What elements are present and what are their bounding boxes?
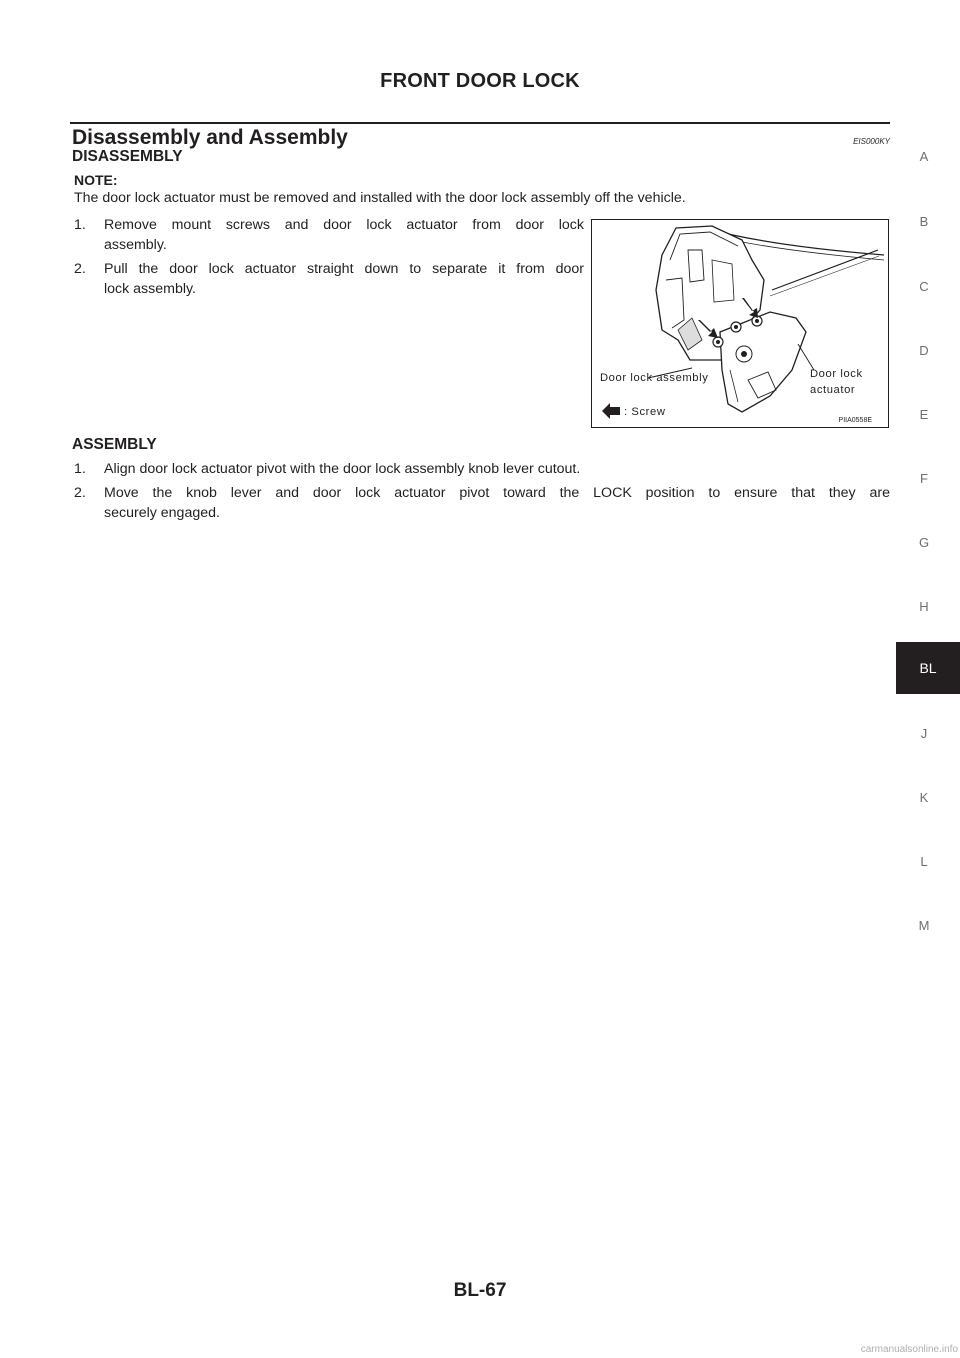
side-index-j: J [920, 726, 928, 741]
side-index-f: F [920, 471, 928, 486]
step-text-line: Align door lock actuator pivot with the door lock assembly knob lever cutout. [104, 461, 581, 477]
assembly-heading: ASSEMBLY [72, 436, 157, 453]
watermark: carmanualsonline.info [860, 1344, 958, 1355]
assembly-step-1 [74, 459, 894, 481]
step-text-line: securely engaged. [104, 505, 220, 521]
side-index-b: B [919, 214, 929, 229]
side-index-k: K [919, 790, 929, 805]
step-text-line: Move the knob lever and door lock actuator pivot toward the LOCK position to ensure that they are [104, 485, 890, 501]
figure-legend-screw: : Screw [624, 406, 666, 418]
step-text-line: Remove mount screws and door lock actuator from door lock [104, 217, 584, 233]
assembly-step-2 [74, 483, 894, 527]
side-index-l: L [920, 854, 928, 869]
figure-label-actuator: actuator [810, 384, 856, 396]
step-number: 2. [74, 485, 86, 501]
disassembly-step-1 [74, 215, 584, 259]
side-index-g: G [918, 535, 930, 550]
side-index-c: C [919, 279, 929, 294]
side-index-h: H [919, 599, 929, 614]
note-label: NOTE: [74, 172, 118, 188]
side-index-m: M [918, 918, 930, 933]
figure-code: PIIA0558E [838, 417, 872, 424]
step-text-line: Pull the door lock actuator straight down to separate it from door [104, 261, 584, 277]
header-rule [70, 122, 890, 124]
step-number: 2. [74, 261, 86, 277]
disassembly-step-2 [74, 259, 584, 303]
side-index-d: D [919, 343, 929, 358]
side-index-e: E [919, 407, 929, 422]
step-text-line: assembly. [104, 237, 167, 253]
note-text: The door lock actuator must be removed and installed with the door lock assembly off the vehicle. [74, 190, 686, 206]
step-number: 1. [74, 461, 86, 477]
section-code: EIS000KY [853, 137, 890, 146]
side-index-a: A [919, 149, 929, 164]
figure-label-assembly: Door lock assembly [600, 372, 709, 384]
page-number: BL-67 [453, 1280, 507, 1301]
door-lock-figure [591, 219, 889, 428]
step-text-line: lock assembly. [104, 281, 196, 297]
page-header-title: FRONT DOOR LOCK [380, 70, 580, 92]
disassembly-heading: DISASSEMBLY [72, 148, 183, 165]
figure-label-actuator: Door lock [810, 368, 863, 380]
step-number: 1. [74, 217, 86, 233]
side-index-active-tab: BL [896, 642, 960, 694]
section-title: Disassembly and Assembly [72, 126, 348, 149]
